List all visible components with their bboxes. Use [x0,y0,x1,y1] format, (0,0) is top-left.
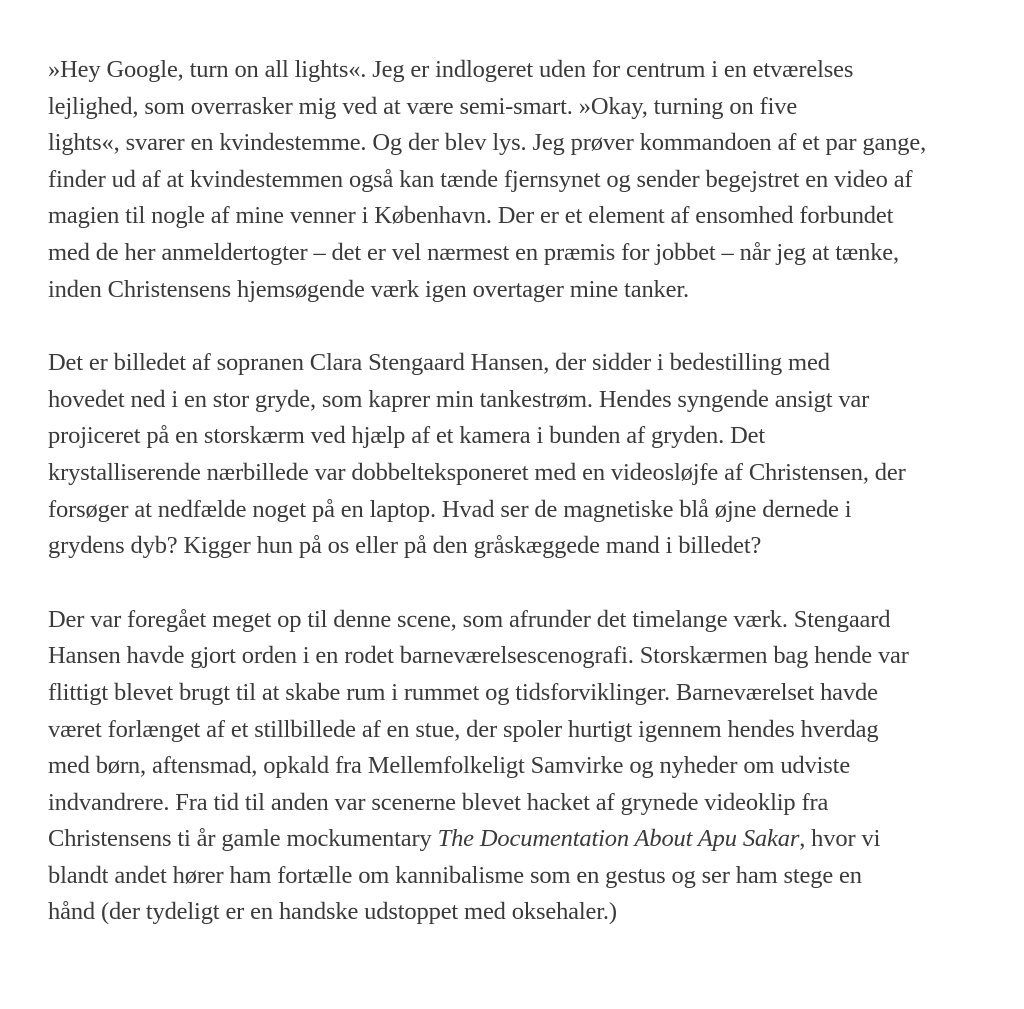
paragraph-line: lejlighed, som overrasker mig ved at være semi-smart. »Okay, turning on five [48,92,798,120]
paragraph-line: grydens dyb? Kigger hun på os eller på den gråskæggede mand i billedet? [48,532,762,560]
paragraph-line: »Hey Google, turn on all lights«. Jeg er indlogeret uden for centrum i en etværelses [48,56,854,83]
paragraph-line: krystalliserende nærbillede var dobbelteksponeret med en videosløjfe af Christensen, der [48,458,906,486]
paragraph-3 [48,602,998,931]
paragraph-1 [48,52,998,308]
paragraph-line-with-title [48,821,998,858]
paragraph-line: Det er billedet af sopranen Clara Stengaard Hansen, der sidder i bedestilling med [48,349,830,377]
film-title: The Documentation About Apu Sakar [437,825,800,853]
paragraph-line: blandt andet hører ham fortælle om kannibalisme som en gestus og ser ham stege en [48,861,862,889]
paragraph-line: projiceret på en storskærm ved hjælp af et kamera i bunden af gryden. Det [48,422,766,450]
paragraph-line: Hansen havde gjort orden i en rodet barneværelsescenografi. Storskærmen bag hende var [48,642,909,670]
paragraph-2 [48,345,998,565]
paragraph-line: hovedet ned i en stor gryde, som kaprer min tankestrøm. Hendes syngende ansigt var [48,385,870,413]
paragraph-line: med de her anmeldertogter – det er vel nærmest en præmis for jobbet – når jeg at tænke, [48,238,899,266]
paragraph-line: hånd (der tydeligt er en handske udstoppet med oksehaler.) [48,898,617,926]
paragraph-line: finder ud af at kvindestemmen også kan tænde fjernsynet og sender begejstret en video af [48,165,913,193]
paragraph-line: lights«, svarer en kvindestemme. Og der blev lys. Jeg prøver kommandoen af et par gange, [48,129,927,157]
paragraph-line: flittigt blevet brugt til at skabe rum i rummet og tidsforviklinger. Barneværelset havde [48,678,878,706]
text-before-title: Christensens ti år gamle mockumentary [48,825,438,853]
paragraph-line: Der var foregået meget op til denne scene, som afrunder det timelange værk. Stengaard [48,605,891,633]
text-after-title: , hvor vi [799,825,881,853]
paragraph-line: magien til nogle af mine venner i København. Der er et element af ensomhed forbundet [48,202,894,230]
paragraph-line: været forlænget af et stillbillede af en stue, der spoler hurtigt igennem hendes hverdag [48,715,879,743]
article-body [48,52,998,968]
paragraph-line: med børn, aftensmad, opkald fra Mellemfolkeligt Samvirke og nyheder om udviste [48,752,851,780]
paragraph-line: indvandrere. Fra tid til anden var scenerne blevet hacket af grynede videoklip fra [48,788,829,816]
paragraph-line: forsøger at nedfælde noget på en laptop. Hvad ser de magnetiske blå øjne dernede i [48,495,852,523]
paragraph-line: inden Christensens hjemsøgende værk igen overtager mine tanker. [48,275,689,303]
